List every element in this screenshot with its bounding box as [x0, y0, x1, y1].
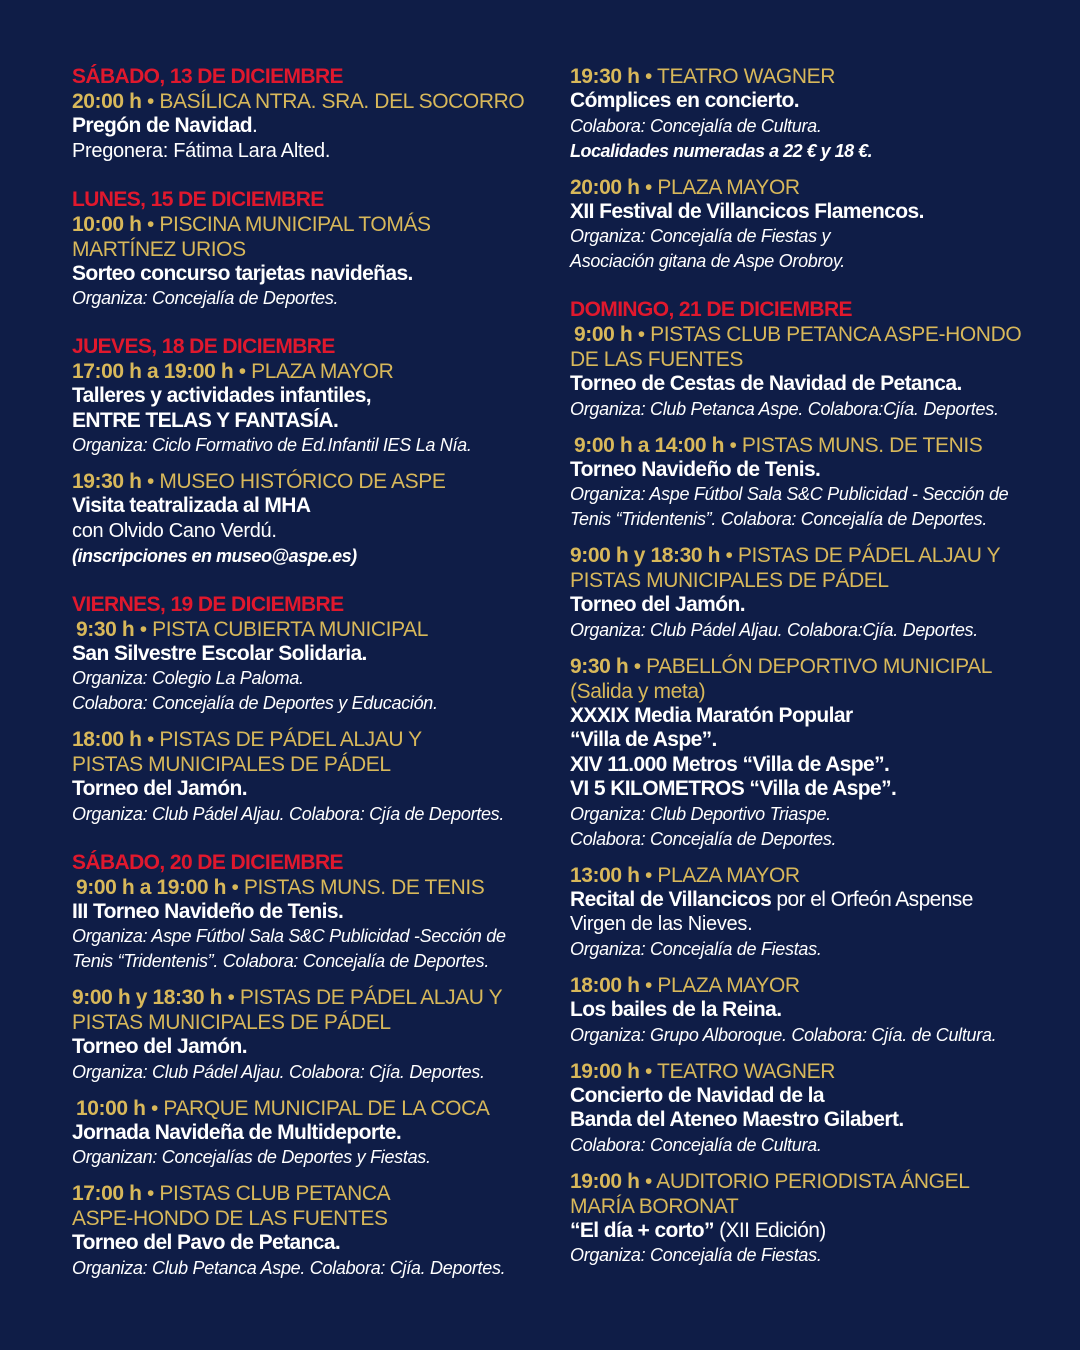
event-time: 9:30 h	[76, 617, 135, 641]
event-place: AUDITORIO PERIODISTA ÁNGEL	[656, 1169, 970, 1193]
event-title-line2: “Villa de Aspe”.	[570, 728, 717, 751]
event-san-silvestre-body	[72, 642, 550, 717]
event-recital-villancicos	[570, 863, 1040, 963]
event-time-place	[570, 863, 1040, 888]
event-time-place	[76, 617, 550, 642]
event-time-place	[72, 212, 550, 237]
event-place: PLAZA MAYOR	[657, 175, 800, 199]
separator: •	[233, 360, 252, 383]
event-time-place	[72, 469, 550, 494]
event-place: PLAZA MAYOR	[251, 360, 394, 383]
event-time: 17:00 h	[72, 1182, 142, 1205]
separator: •	[720, 544, 738, 567]
event-place: MUSEO HISTÓRICO DE ASPE	[159, 470, 446, 493]
event-organizer: Organiza: Concejalía de Fiestas.	[570, 1245, 822, 1265]
separator: •	[639, 1059, 658, 1083]
event-organizer: Organiza: Club Pádel Aljau. Colabora: Cjía. Deportes.	[72, 1061, 485, 1082]
separator: •	[639, 863, 658, 887]
event-torneo-tenis	[72, 900, 550, 975]
event-time: 9:30 h	[570, 654, 629, 678]
event-organizer: Organiza: Grupo Alboroque. Colabora: Cjía. de Cultura.	[570, 1024, 997, 1045]
event-collaborator: Colabora: Concejalía de Cultura.	[570, 1134, 822, 1155]
left-column	[72, 64, 550, 1281]
event-time-place	[76, 875, 550, 900]
event-time-place	[570, 654, 1040, 679]
event-title: Torneo del Pavo de Petanca.	[72, 1231, 341, 1254]
event-organizer: Organiza: Club Pádel Aljau. Colabora:Cjía. Deportes.	[570, 619, 978, 640]
event-place: TEATRO WAGNER	[657, 1059, 835, 1083]
event-title: III Torneo Navideño de Tenis.	[72, 899, 344, 923]
event-title: Torneo Navideño de Tenis.	[570, 457, 821, 481]
event-place: PISTAS DE PÁDEL ALJAU Y	[159, 728, 422, 751]
event-time: 10:00 h	[72, 212, 142, 236]
event-collaborator: Colabora: Concejalía de Cultura.	[570, 115, 822, 136]
event-pregon	[72, 89, 550, 164]
event-place: PISTAS MUNS. DE TENIS	[243, 875, 485, 899]
separator: •	[639, 1169, 657, 1193]
event-place-line2: ASPE-HONDO DE LAS FUENTES	[72, 1207, 388, 1230]
separator: •	[141, 728, 160, 751]
event-torneo-jamon	[570, 543, 1040, 643]
event-place: PISTAS DE PÁDEL ALJAU Y	[737, 544, 1001, 567]
event-place: PISTAS CLUB PETANCA ASPE-HONDO	[650, 323, 1022, 346]
event-place-line2: MARÍA BORONAT	[570, 1194, 739, 1218]
event-multideporte	[72, 1121, 550, 1171]
event-organizer: Organiza: Aspe Fútbol Sala S&C Publicidad - Sección de	[570, 484, 1009, 504]
event-organizer: Organiza: Ciclo Formativo de Ed.Infantil IES La Nía.	[72, 435, 472, 455]
event-time: 20:00 h	[72, 90, 142, 113]
event-place: PLAZA MAYOR	[657, 863, 800, 887]
event-time-place	[570, 1059, 1040, 1084]
event-place: TEATRO WAGNER	[657, 65, 835, 88]
event-detail: Pregonera: Fátima Lara Alted.	[72, 139, 331, 162]
event-place: PISTAS CLUB PETANCA	[159, 1182, 391, 1205]
event-organizer: Organiza: Colegio La Paloma.	[72, 668, 304, 688]
event-organizer: Organiza: Concejalía de Fiestas y	[570, 226, 831, 246]
event-time-place	[574, 322, 1040, 347]
event-time-place	[72, 985, 550, 1010]
event-title: Torneo de Cestas de Navidad de Petanca.	[570, 372, 962, 395]
event-time-place	[574, 433, 1040, 458]
event-time-place	[72, 1181, 550, 1206]
event-note: (inscripciones en museo@aspe.es)	[72, 545, 357, 566]
event-sorteo	[72, 212, 550, 312]
event-time-place	[72, 359, 550, 384]
event-torneo-tenis-head	[72, 875, 550, 900]
separator: •	[141, 1182, 160, 1205]
event-tenis	[570, 458, 1040, 533]
event-dia-mas-corto	[570, 1169, 1040, 1269]
event-time-place	[570, 175, 1040, 200]
event-place: PISTAS MUNS. DE TENIS	[741, 433, 983, 457]
event-organizer: Organiza: Aspe Fútbol Sala S&C Publicidad -Sección de	[72, 926, 506, 946]
event-organizer: Organiza: Club Petanca Aspe. Colabora:Cjía. Deportes.	[570, 398, 999, 419]
event-title	[72, 114, 550, 139]
separator: •	[639, 974, 658, 997]
event-time-place	[570, 1169, 1040, 1194]
event-title-text: “El día + corto”	[570, 1218, 714, 1242]
event-place-line2: PISTAS MUNICIPALES DE PÁDEL	[72, 1011, 391, 1034]
event-place: PARQUE MUNICIPAL DE LA COCA	[163, 1096, 490, 1120]
event-time: 18:00 h	[570, 974, 640, 997]
event-place: PISCINA MUNICIPAL TOMÁS	[159, 212, 431, 236]
event-title: San Silvestre Escolar Solidaria.	[72, 641, 367, 665]
event-title-text: Recital de Villancicos	[570, 887, 772, 911]
event-time: 10:00 h	[76, 1096, 146, 1120]
event-tenis-head	[570, 433, 1040, 458]
event-time: 13:00 h	[570, 863, 640, 887]
event-title: Torneo del Jamón.	[72, 777, 247, 800]
event-time: 20:00 h	[570, 175, 640, 199]
separator: •	[141, 90, 160, 113]
event-villancicos-flamencos	[570, 175, 1040, 275]
event-organizer: Organiza: Concejalía de Deportes.	[72, 288, 339, 308]
event-time: 19:00 h	[570, 1169, 640, 1193]
event-place: PABELLÓN DEPORTIVO MUNICIPAL	[646, 654, 993, 678]
event-time-place	[72, 89, 550, 114]
separator: •	[134, 617, 153, 641]
event-time: 9:00 h y 18:30 h	[72, 986, 223, 1009]
event-title-line3: XIV 11.000 Metros “Villa de Aspe”.	[570, 752, 890, 776]
event-title: Sorteo concurso tarjetas navideñas.	[72, 261, 413, 285]
event-note: Localidades numeradas a 22 € y 18 €.	[570, 140, 873, 161]
right-column	[570, 64, 1040, 1268]
event-concierto-navidad	[570, 1059, 1040, 1158]
event-organizer: Organiza: Club Petanca Aspe. Colabora: Cjía. Deportes.	[72, 1257, 506, 1278]
event-cestas-head	[570, 322, 1040, 347]
event-collaborator: Tenis “Tridentenis”. Colabora: Concejalía de Deportes.	[72, 951, 490, 971]
event-title: Concierto de Navidad de la	[570, 1083, 824, 1107]
event-title-line2: ENTRE TELAS Y FANTASÍA.	[72, 408, 339, 432]
event-place-line2: MARTÍNEZ URIOS	[72, 237, 246, 261]
event-title: Torneo del Jamón.	[72, 1035, 247, 1058]
day-heading: VIERNES, 19 DE DICIEMBRE	[72, 592, 344, 616]
event-title: Visita teatralizada al MHA	[72, 494, 311, 517]
event-organizer-line2: Asociación gitana de Aspe Orobroy.	[570, 251, 845, 271]
day-heading: DOMINGO, 21 DE DICIEMBRE	[570, 298, 852, 321]
event-collaborator: Colabora: Concejalía de Deportes y Educación.	[72, 693, 438, 713]
event-place: PLAZA MAYOR	[657, 974, 800, 997]
event-time-place	[570, 543, 1040, 568]
separator: •	[628, 654, 647, 678]
day-heading: JUEVES, 18 DE DICIEMBRE	[72, 335, 335, 358]
event-time: 19:00 h	[570, 1059, 640, 1083]
event-place-line2: PISTAS MUNICIPALES DE PÁDEL	[72, 753, 391, 776]
separator: •	[639, 175, 658, 199]
event-title-after: .	[252, 114, 258, 137]
event-time: 9:00 h a 14:00 h	[574, 433, 725, 457]
event-cestas	[570, 347, 1040, 422]
event-title: XII Festival de Villancicos Flamencos.	[570, 199, 924, 223]
event-title-line4: VI 5 KILOMETROS “Villa de Aspe”.	[570, 777, 897, 800]
event-place-line2: (Salida y meta)	[570, 679, 706, 703]
event-time: 17:00 h a 19:00 h	[72, 360, 234, 383]
event-place: BASÍLICA NTRA. SRA. DEL SOCORRO	[159, 90, 525, 113]
event-collaborator: Tenis “Tridentenis”. Colabora: Concejalía de Deportes.	[570, 509, 988, 529]
event-title-after: por el Orfeón Aspense	[771, 887, 973, 911]
event-organizer: Organiza: Concejalía de Fiestas.	[570, 939, 822, 959]
event-place-line2: DE LAS FUENTES	[570, 348, 743, 371]
event-time-place	[570, 64, 1040, 89]
separator: •	[639, 65, 658, 88]
event-bailes-reina	[570, 973, 1040, 1048]
event-organizer: Organiza: Club Pádel Aljau. Colabora: Cjía de Deportes.	[72, 803, 505, 824]
event-time-place	[570, 973, 1040, 998]
event-title-after: (XII Edición)	[713, 1218, 826, 1242]
event-talleres	[72, 359, 550, 458]
event-time: 19:30 h	[72, 470, 142, 493]
event-title	[570, 888, 1040, 913]
event-title: Los bailes de la Reina.	[570, 998, 782, 1021]
separator: •	[141, 212, 160, 236]
event-title: Cómplices en concierto.	[570, 89, 799, 112]
separator: •	[222, 986, 240, 1009]
separator: •	[632, 323, 651, 346]
event-torneo-jamon	[72, 727, 550, 827]
event-place: PISTAS DE PÁDEL ALJAU Y	[239, 986, 503, 1009]
event-san-silvestre	[72, 617, 550, 642]
event-title-line2: Banda del Ateneo Maestro Gilabert.	[570, 1108, 904, 1131]
event-collaborator: Colabora: Concejalía de Deportes.	[570, 828, 837, 849]
separator: •	[724, 433, 742, 457]
event-time-place	[72, 727, 550, 752]
event-detail: Virgen de las Nieves.	[570, 913, 753, 935]
event-time: 18:00 h	[72, 728, 142, 751]
event-title: Jornada Navideña de Multideporte.	[72, 1120, 402, 1144]
event-visita-mha	[72, 469, 550, 569]
event-title-text: Pregón de Navidad	[72, 114, 253, 137]
separator: •	[145, 1096, 164, 1120]
event-title: Torneo del Jamón.	[570, 593, 745, 616]
day-heading: SÁBADO, 13 DE DICIEMBRE	[72, 65, 343, 88]
event-title: XXXIX Media Maratón Popular	[570, 703, 853, 727]
day-heading: LUNES, 15 DE DICIEMBRE	[72, 187, 324, 211]
separator: •	[226, 875, 244, 899]
event-organizer: Organizan: Concejalías de Deportes y Fiestas.	[72, 1147, 431, 1167]
event-title: Talleres y actividades infantiles,	[72, 384, 372, 407]
event-time: 9:00 h y 18:30 h	[570, 544, 721, 567]
event-title	[570, 1219, 1040, 1244]
event-multideporte-head	[72, 1096, 550, 1121]
event-media-maraton	[570, 654, 1040, 852]
event-time: 19:30 h	[570, 65, 640, 88]
separator: •	[141, 470, 160, 493]
event-detail: con Olvido Cano Verdú.	[72, 519, 277, 542]
event-time: 9:00 h	[574, 323, 633, 346]
event-time: 9:00 h a 19:00 h	[76, 875, 227, 899]
event-place: PISTA CUBIERTA MUNICIPAL	[152, 617, 429, 641]
event-place-line2: PISTAS MUNICIPALES DE PÁDEL	[570, 569, 889, 592]
event-torneo-pavo	[72, 1181, 550, 1281]
event-torneo-jamon	[72, 985, 550, 1085]
event-complices	[570, 64, 1040, 164]
event-time-place	[76, 1096, 550, 1121]
event-organizer: Organiza: Club Deportivo Triaspe.	[570, 803, 831, 824]
day-heading: SÁBADO, 20 DE DICIEMBRE	[72, 850, 343, 874]
